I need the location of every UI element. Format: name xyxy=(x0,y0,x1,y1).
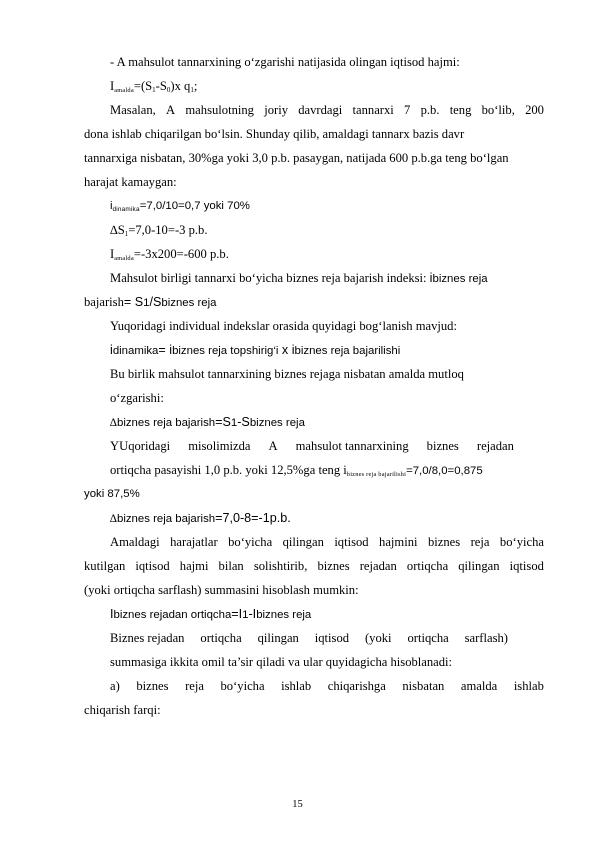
word: bo‘lib, xyxy=(481,103,515,117)
word: qilingan xyxy=(257,631,299,645)
text-segment: Mahsulot birligi tannarxi bo‘yicha biznes reja bajarish indeksi: xyxy=(110,271,430,285)
word: mahsulotning xyxy=(185,103,254,117)
word: joriy xyxy=(264,103,288,117)
formula-line xyxy=(110,415,595,431)
formula-subscript-text: biznes rejadan ortiqcha xyxy=(113,609,232,621)
page-number: 15 xyxy=(292,799,303,810)
formula-subscript: 1 xyxy=(242,609,249,621)
formula-line xyxy=(110,607,595,623)
word: rejadan xyxy=(359,559,397,573)
formula-symbol: I xyxy=(110,79,115,93)
word: ishlab xyxy=(513,679,544,693)
word: Masalan, xyxy=(110,103,156,117)
word: biznes xyxy=(426,439,459,453)
text-line xyxy=(110,271,595,287)
formula-line xyxy=(84,295,595,311)
word: iqtisod xyxy=(509,559,544,573)
text-line-justified xyxy=(110,103,544,118)
word: YUqoridagi xyxy=(110,439,171,453)
word: Amaldagi xyxy=(110,535,160,549)
formula-line xyxy=(110,463,595,482)
formula-text: x i xyxy=(278,343,295,357)
word: (yoki xyxy=(364,631,392,645)
word: ortiqcha xyxy=(407,631,449,645)
word: reja xyxy=(185,679,204,693)
formula-text: -S xyxy=(237,415,250,429)
text-segment: ortiqcha pasayishi 1,0 p.b. yoki 12,5%ga teng xyxy=(110,463,344,477)
formula-subscript: 1 xyxy=(230,417,238,429)
formula-line xyxy=(110,343,595,359)
word: teng xyxy=(449,103,472,117)
text-line: summasiga ikkita omil ta’sir qiladi va ular quyidagicha hisoblanadi: xyxy=(110,655,453,669)
text-segment: bajarish xyxy=(84,295,124,309)
word: davrdagi xyxy=(298,103,343,117)
formula-subscript: dinamika xyxy=(112,206,140,213)
word: bo‘yicha xyxy=(220,679,265,693)
word: bo‘yicha xyxy=(228,535,273,549)
word: solishtirib, xyxy=(253,559,308,573)
text-line: Bu birlik mahsulot tannarxining biznes rejaga nisbatan amalda mutloq xyxy=(110,367,464,381)
word: biznes xyxy=(317,559,350,573)
formula-text: =S xyxy=(215,415,231,429)
word: ishlab xyxy=(281,679,312,693)
word: Biznes rejadan xyxy=(110,631,185,645)
word: 200 xyxy=(525,103,544,117)
formula-subscript-text: biznes reja bajarish xyxy=(116,513,216,525)
text-line: dona ishlab chiqarilgan bo‘lsin. Shunday qilib, amaldagi tannarx bazis davr xyxy=(84,127,465,141)
formula-text: =7,0-10=-3 p.b. xyxy=(128,223,208,237)
formula-symbol: i xyxy=(110,200,113,212)
text-line-justified xyxy=(110,679,544,694)
formula-text: =(S xyxy=(133,79,153,93)
word: iqtisod xyxy=(314,631,350,645)
word: amalda xyxy=(460,679,498,693)
formula-text: -I xyxy=(248,607,257,621)
word: A xyxy=(166,103,176,117)
formula-subscript: 1 xyxy=(143,297,150,309)
word: hajmini xyxy=(379,535,418,549)
formula-line xyxy=(110,199,595,217)
formula-subscript-text: biznes reja xyxy=(249,417,305,429)
formula-symbol: I xyxy=(110,247,115,261)
word: 7 xyxy=(404,103,411,117)
formula-line xyxy=(110,247,595,266)
word: a) xyxy=(110,679,120,693)
text-line: (yoki ortiqcha sarflash) summasini hisoblash mumkin: xyxy=(84,583,359,597)
word: bilan xyxy=(218,559,244,573)
text-line-justified xyxy=(110,535,544,550)
formula-text: =7,0/8,0=0,875 xyxy=(406,465,483,477)
word: tannarxi xyxy=(352,103,394,117)
formula-subscript-text: biznes reja xyxy=(432,273,488,285)
text-line: Yuqoridagi individual indekslar orasida quyidagi bog‘lanish mavjud: xyxy=(110,319,457,333)
formula-text: )x q xyxy=(170,79,191,93)
word: p.b. xyxy=(420,103,440,117)
formula-text: =-3x200=-600 p.b. xyxy=(133,247,229,261)
text-line-justified xyxy=(110,631,508,646)
word: mahsulot tannarxining xyxy=(295,439,409,453)
formula-subscript: biznes reja bajarilishi xyxy=(346,471,407,478)
formula-text: = i xyxy=(158,343,173,357)
formula-subscript: 1 xyxy=(124,230,129,238)
word: biznes xyxy=(427,535,461,549)
formula-subscript: amalda xyxy=(114,87,134,94)
word: reja xyxy=(470,535,490,549)
word: misolimizda xyxy=(188,439,251,453)
text-line: yoki 87,5% xyxy=(84,488,140,500)
text-line: tannarxiga nisbatan, 30%ga yoki 3,0 p.b. pasaygan, natijada 600 p.b.ga teng bo‘lgan xyxy=(84,151,509,165)
formula-line xyxy=(110,79,595,98)
formula-symbol: ∆ xyxy=(110,417,117,429)
word: iqtisod xyxy=(135,559,170,573)
text-line: chiqarish farqi: xyxy=(84,703,161,717)
formula-subscript-text: dinamika xyxy=(112,345,159,357)
word: bo‘yicha xyxy=(499,535,544,549)
formula-symbol: i xyxy=(343,463,347,477)
word: A xyxy=(268,439,278,453)
word: iqtisod xyxy=(334,535,369,549)
word: ortiqcha xyxy=(200,631,242,645)
formula-subscript: 1 xyxy=(152,86,156,94)
formula-symbol: i xyxy=(110,343,113,357)
word: qilingan xyxy=(282,535,324,549)
formula-subscript-text: biznes reja bajarilishi xyxy=(294,345,401,357)
word: chiqarishga xyxy=(327,679,386,693)
text-line: - A mahsulot tannarxining o‘zgarishi natijasida olingan iqtisod hajmi: xyxy=(110,55,460,69)
word: ortiqcha xyxy=(406,559,449,573)
formula-symbol: I xyxy=(110,607,114,621)
formula-text: ; xyxy=(193,79,198,93)
word: biznes xyxy=(136,679,169,693)
word: kutilgan xyxy=(84,559,126,573)
formula-text: -S xyxy=(155,79,167,93)
formula-symbol: i xyxy=(429,271,433,285)
word: sarflash) xyxy=(464,631,508,645)
word: harajatlar xyxy=(170,535,218,549)
word: nisbatan xyxy=(402,679,445,693)
formula-text: =7,0/10=0,7 yoki 70% xyxy=(139,200,250,212)
formula-subscript-text: biznes reja topshirig‘i xyxy=(172,345,279,357)
formula-symbol: ∆ xyxy=(110,513,117,525)
word: rejadan xyxy=(476,439,514,453)
text-line: harajat kamaygan: xyxy=(84,175,177,189)
formula-subscript-text: biznes reja bajarish xyxy=(116,417,216,429)
word: qilingan xyxy=(458,559,500,573)
formula-subscript: 0 xyxy=(166,86,171,94)
formula-subscript-text: biznes reja xyxy=(161,297,217,309)
formula-text: =I xyxy=(231,607,243,621)
formula-subscript: amalda xyxy=(114,255,134,262)
text-line-justified xyxy=(84,559,544,574)
formula-line xyxy=(110,511,595,527)
formula-text: =7,0-8=-1p.b. xyxy=(215,511,291,525)
formula-text: ∆S xyxy=(110,223,125,237)
formula-text: /S xyxy=(149,295,162,309)
formula-subscript: 1 xyxy=(190,86,194,94)
text-line: o‘zgarishi: xyxy=(110,391,164,405)
text-line-justified xyxy=(110,439,514,454)
formula-text: = S xyxy=(123,295,144,309)
formula-subscript-text: biznes reja xyxy=(256,609,312,621)
formula-line xyxy=(110,223,595,242)
word: hajmi xyxy=(179,559,209,573)
